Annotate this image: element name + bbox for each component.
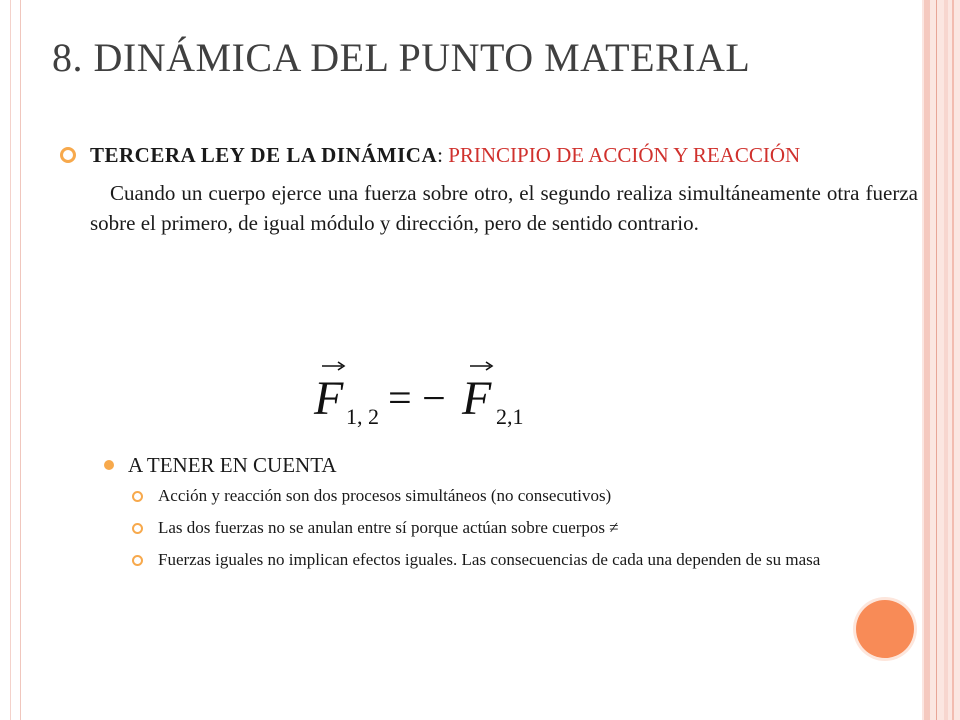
list-item: Las dos fuerzas no se anulan entre sí porque actúan sobre cuerpos ≠ [132, 518, 916, 538]
decorative-orb [856, 600, 914, 658]
law-statement: Cuando un cuerpo ejerce una fuerza sobre otro, el segundo realiza simultáneamente otra fuerza sobre el primero, de igual módulo y dirección, pero de sentido contrario. [90, 181, 918, 235]
notes-section [104, 450, 916, 582]
notes-list [132, 486, 916, 570]
formula-operator: = − [388, 376, 446, 422]
vector-arrow-icon [322, 362, 344, 370]
dot-bullet-icon [104, 460, 114, 470]
formula-rhs-symbol: F [462, 372, 492, 425]
law-separator: : [437, 143, 449, 167]
right-frame-stripes [922, 0, 960, 720]
formula [310, 358, 550, 428]
law-name: TERCERA LEY DE LA DINÁMICA [90, 143, 438, 167]
list-item: Fuerzas iguales no implican efectos iguales. Las consecuencias de cada una dependen de su masa [132, 550, 916, 570]
notes-heading [104, 450, 916, 480]
main-content [60, 140, 918, 238]
law-principle: PRINCIPIO DE ACCIÓN Y REACCIÓN [448, 143, 801, 167]
formula-rhs-subscript: 2,1 [496, 404, 524, 428]
ring-bullet-icon [132, 523, 143, 534]
ring-bullet-icon [60, 147, 76, 163]
law-bullet [60, 140, 918, 170]
formula-lhs-symbol: F [314, 372, 344, 425]
notes-heading-text: A TENER EN CUENTA [128, 453, 337, 477]
list-item: Acción y reacción son dos procesos simultáneos (no consecutivos) [132, 486, 916, 506]
left-frame-border [0, 0, 21, 720]
ring-bullet-icon [132, 491, 143, 502]
slide-title: 8. DINÁMICA DEL PUNTO MATERIAL [52, 35, 751, 80]
vector-arrow-icon [470, 362, 492, 370]
formula-lhs-subscript: 1, 2 [346, 404, 379, 428]
ring-bullet-icon [132, 555, 143, 566]
